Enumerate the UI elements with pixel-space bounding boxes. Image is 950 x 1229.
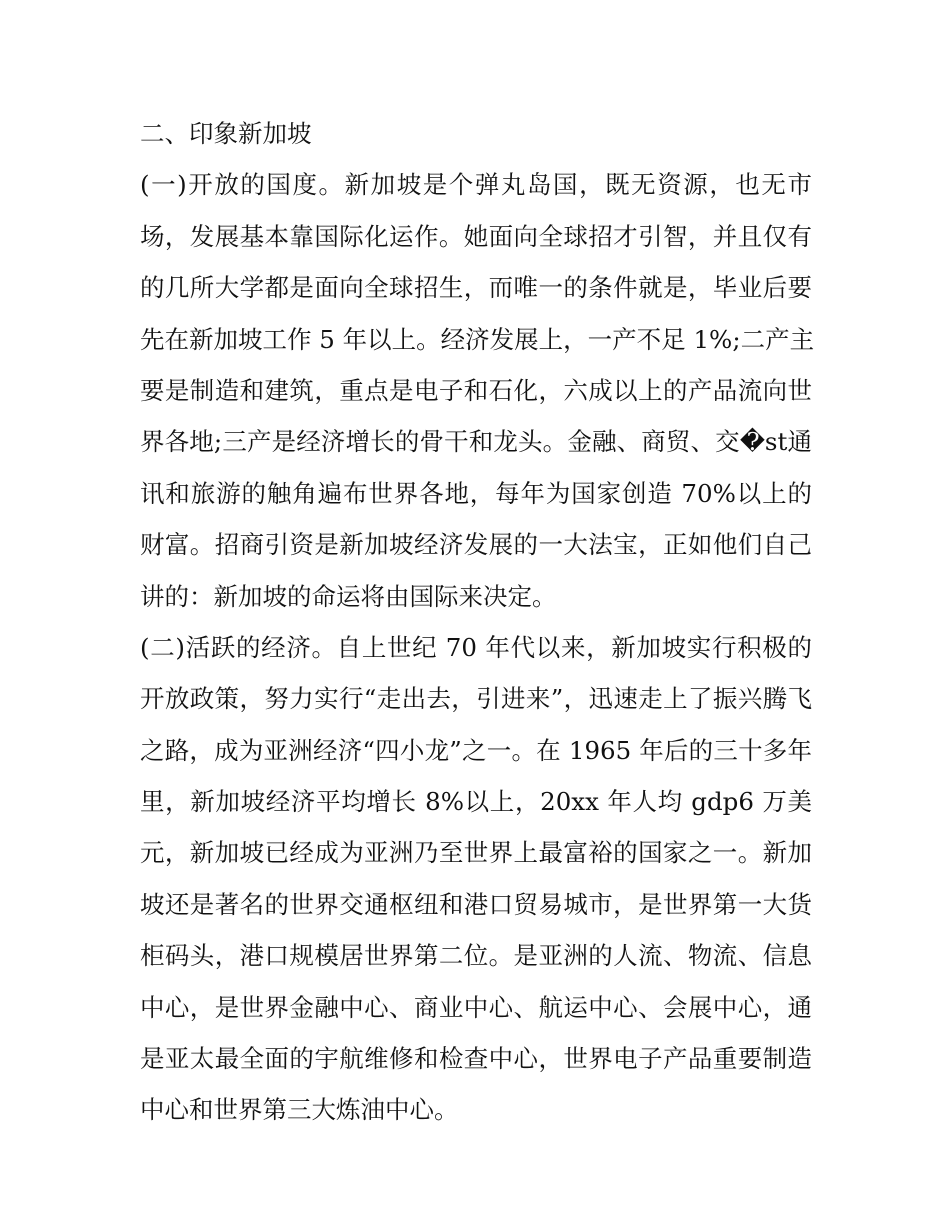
text-line: 是亚太最全面的宇航维修和检查中心，世界电子产品重要制造 — [140, 1044, 812, 1074]
text-line: 财富。招商引资是新加坡经济发展的一大法宝，正如他们自己 — [140, 530, 812, 560]
text-line: 讲的：新加坡的命运将由国际来决定。 — [140, 581, 557, 611]
text-line: 要是制造和建筑，重点是电子和石化，六成以上的产品流向世 — [140, 375, 812, 405]
text-line: 开放政策，努力实行“走出去，引进来”，迅速走上了振兴腾飞 — [140, 684, 812, 714]
text-line: 场，发展基本靠国际化运作。她面向全球招才引智，并且仅有 — [140, 221, 812, 251]
text-line: 里，新加坡经济平均增长 8%以上，20xx 年人均 gdp6 万美 — [140, 787, 812, 817]
text-line: 元，新加坡已经成为亚洲乃至世界上最富裕的国家之一。新加 — [140, 838, 812, 868]
text-line: 中心和世界第三大炼油中心。 — [140, 1095, 459, 1125]
text-line: 先在新加坡工作 5 年以上。经济发展上，一产不足 1%;二产主 — [140, 324, 815, 354]
text-line: 坡还是著名的世界交通枢纽和港口贸易城市，是世界第一大货 — [140, 889, 812, 919]
text-line: (一)开放的国度。新加坡是个弹丸岛国，既无资源，也无市 — [140, 170, 812, 200]
section-heading: 二、印象新加坡 — [140, 119, 312, 148]
document-body — [140, 108, 815, 1136]
text-line: 讯和旅游的触角遍布世界各地，每年为国家创造 70%以上的 — [140, 478, 812, 508]
text-line: 界各地;三产是经济增长的骨干和龙头。金融、商贸、交�st通 — [140, 427, 812, 457]
text-line: 的几所大学都是面向全球招生，而唯一的条件就是，毕业后要 — [140, 273, 812, 303]
text-line: 中心，是世界金融中心、商业中心、航运中心、会展中心，通 — [140, 992, 812, 1022]
text-line: (二)活跃的经济。自上世纪 70 年代以来，新加坡实行积极的 — [140, 632, 812, 662]
text-line: 之路，成为亚洲经济“四小龙”之一。在 1965 年后的三十多年 — [140, 735, 812, 765]
text-line: 柜码头，港口规模居世界第二位。是亚洲的人流、物流、信息 — [140, 941, 812, 971]
